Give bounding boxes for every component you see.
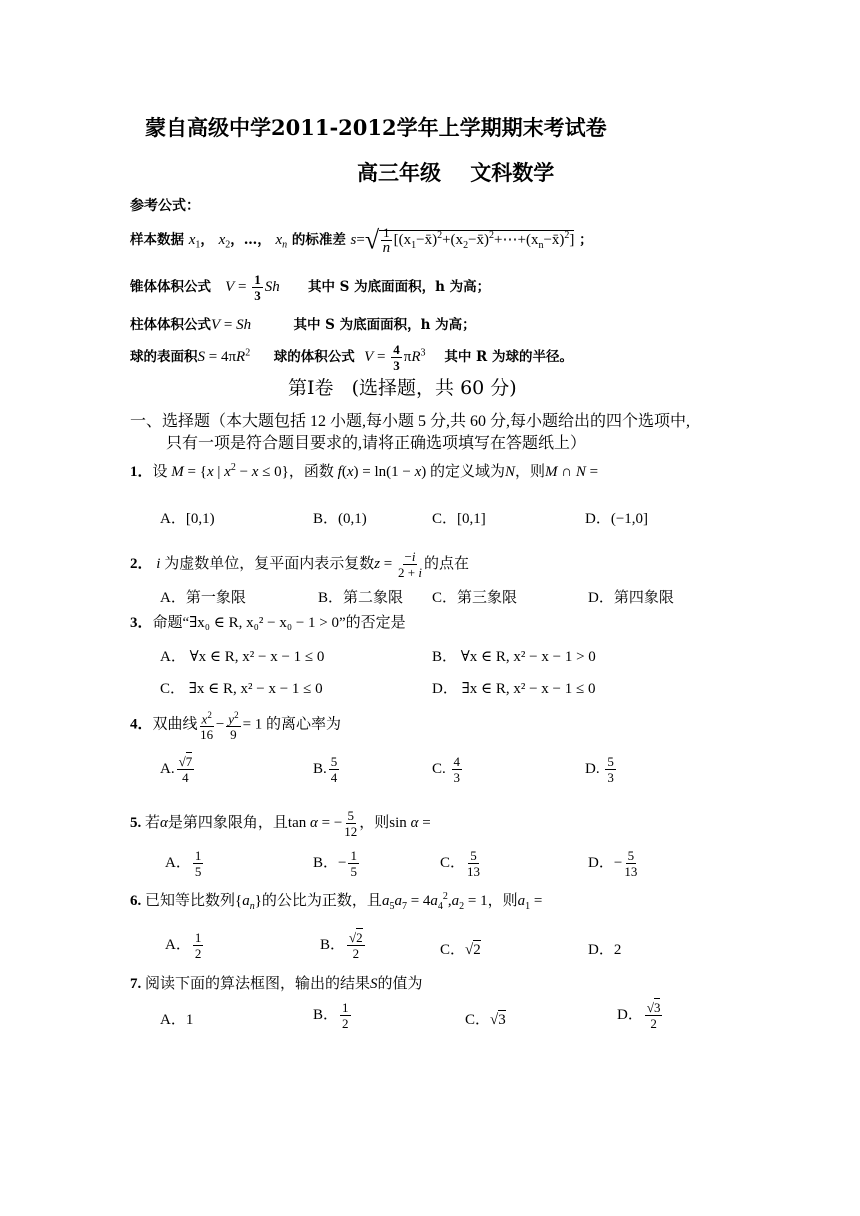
formula-heading: 参考公式：: [130, 198, 200, 214]
question-6-option-b-label: B．: [320, 936, 346, 953]
question-4-option-c-label: C.: [432, 760, 446, 777]
question-5-option-b[interactable]: B．− $\frac{1}{5}$: [313, 848, 357, 879]
question-7-option-d-label: D．: [617, 1006, 643, 1023]
question-4-text-b: 的离心率为: [266, 716, 342, 733]
question-1-text-a: 设: [152, 464, 168, 480]
question-2-text-b: 的点在: [423, 555, 469, 572]
section-title: 第Ⅰ卷 (选择题，共 60 分): [288, 377, 517, 399]
formula-std-dev-mid: 的标准差: [291, 231, 346, 248]
question-7-text-b: 的值为: [377, 976, 423, 992]
question-5-option-a[interactable]: A． $\frac{1}{5}$: [165, 848, 202, 879]
question-7-option-c-label: C．: [465, 1012, 491, 1028]
formula-cylinder-volume: 柱体体积公式V = Sh 其中 S 为底面面积，h 为高；: [130, 317, 476, 333]
formula-cone-label: 锥体体积公式: [130, 279, 211, 295]
formula-cylinder-label: 柱体体积公式: [130, 317, 211, 333]
question-3-option-d[interactable]: D． ∃x ∈ R, x² − x − 1 ≤ 0: [432, 681, 596, 697]
formula-sphere: 球的表面积$S = 4\pi R^2$ 球的体积公式 V = $\frac{4}{3}$ $\pi R^3$ 其中 R 为球的半径。: [130, 342, 573, 373]
question-1-stem: 1．设 M = {x | $x^2 - x \le 0$}，函数 f(x) = ln(1 − x) 的定义域为N，则M ∩ N =: [130, 462, 599, 480]
question-2-option-a[interactable]: A．第一象限: [160, 590, 246, 606]
question-5-text-c: ，则: [359, 814, 390, 831]
question-6-option-a-label: A．: [165, 936, 191, 953]
question-5-option-a-label: A．: [165, 854, 191, 871]
question-1-option-a[interactable]: A．[0,1): [160, 511, 215, 527]
question-6-stem: 6. 已知等比数列$\{a_n\}$的公比为正数，且$a_5a_7 = 4a_4^2,a_2 = 1$，则$a_1$ =: [130, 891, 543, 912]
formula-cone-note: 其中 S 为底面面积，h 为高；: [307, 279, 491, 295]
question-7-option-d[interactable]: D． $\frac{√3}{2}$: [617, 1000, 661, 1031]
formula-std-dev-label: 样本数据: [130, 231, 184, 248]
question-2-option-c[interactable]: C．第三象限: [432, 590, 518, 606]
question-3-option-a[interactable]: A． ∀x ∈ R, x² − x − 1 ≤ 0: [160, 649, 325, 665]
question-4-stem: 4．双曲线 $\frac{x^2}{16}$ − $\frac{y^2}{9}$ = 1 的离心率为: [130, 710, 342, 743]
question-5-number: 5.: [130, 814, 142, 831]
question-3-option-b[interactable]: B． ∀x ∈ R, x² − x − 1 > 0: [432, 649, 596, 665]
question-4-option-b-label: B.: [313, 760, 327, 777]
question-6-option-c[interactable]: C．√2: [440, 942, 481, 958]
exam-title: 蒙自高级中学2011-2012学年上学期期末考试卷: [145, 115, 607, 140]
question-4-text-a: 双曲线: [152, 716, 198, 733]
question-5-stem: 5. 若α是第四象限角，且tan α = − $\frac{5}{12}$ ，则sin α =: [130, 808, 431, 839]
question-4-option-b[interactable]: B. $\frac{5}{4}$: [313, 754, 338, 785]
question-2-stem: 2． i 为虚数单位，复平面内表示复数z = $\frac{-i}{2 + i}$ 的点在: [130, 549, 469, 580]
formula-sphere-volume-label: 球的体积公式: [273, 349, 355, 365]
question-4-option-d-label: D.: [585, 760, 600, 777]
question-6-option-a[interactable]: A． $\frac{1}{2}$: [165, 930, 202, 961]
question-3-stem: [130, 611, 406, 632]
question-6-text-a: 已知等比数列: [145, 893, 236, 909]
question-7-option-c[interactable]: C．√3: [465, 1012, 506, 1028]
question-4-option-c[interactable]: C. $\frac{4}{3}$: [432, 754, 461, 785]
question-3-number: 3．: [130, 615, 153, 631]
question-2-option-b[interactable]: B．第二象限: [318, 590, 404, 606]
question-4-option-d[interactable]: D. $\frac{5}{3}$: [585, 754, 614, 785]
question-6-option-d[interactable]: D．2: [588, 942, 622, 958]
question-5-option-b-label: B．: [313, 854, 339, 871]
question-6-number: 6.: [130, 893, 142, 909]
question-1-option-c[interactable]: C．[0,1]: [432, 511, 486, 527]
question-3-option-c[interactable]: C． ∃x ∈ R, x² − x − 1 ≤ 0: [160, 681, 323, 697]
question-1-option-b[interactable]: B．(0,1): [313, 511, 367, 527]
question-5-option-d-label: D．: [588, 854, 614, 871]
question-5-text-b: 是第四象限角，且: [167, 814, 288, 831]
question-4-option-a-label: A.: [160, 760, 175, 777]
question-1-number: 1．: [130, 464, 153, 480]
formula-sphere-area-label: 球的表面积: [130, 349, 198, 365]
section-instructions-2: 只有一项是符合题目要求的,请将正确选项填写在答题纸上）: [166, 435, 587, 452]
question-5-option-c[interactable]: C． $\frac{5}{13}$: [440, 848, 481, 879]
question-7-number: 7.: [130, 976, 142, 992]
question-1-text-b: ，函数: [288, 464, 334, 480]
exam-subtitle: 高三年级 文科数学: [357, 160, 555, 185]
question-6-option-c-label: C．: [440, 942, 466, 958]
question-2-text-a: 为虚数单位，复平面内表示复数: [164, 555, 375, 572]
question-4-number: 4．: [130, 716, 153, 733]
question-5-option-d[interactable]: D．− $\frac{5}{13}$: [588, 848, 638, 879]
question-7-text-a: 阅读下面的算法框图，输出的结果: [145, 976, 371, 992]
question-7-stem: 7. 阅读下面的算法框图，输出的结果S的值为: [130, 976, 423, 992]
question-2-number: 2．: [130, 555, 153, 572]
section-instructions-1: 一、选择题（本大题包括 12 小题,每小题 5 分,共 60 分,每小题给出的四个选项中,: [130, 413, 691, 430]
question-5-option-c-label: C．: [440, 854, 466, 871]
question-6-option-b[interactable]: B． $\frac{√2}{2}$: [320, 930, 363, 961]
question-6-text-b: 的公比为正数，且: [261, 893, 382, 909]
question-7-option-b[interactable]: B． $\frac{1}{2}$: [313, 1000, 349, 1031]
question-6-text-c: ，则: [487, 893, 518, 909]
question-5-text-a: 若: [145, 814, 161, 831]
formula-std-dev: 样本数据 $x_1$， $x_2$，…， $x_n$ 的标准差 s=√ $\frac{1}{n}$ $[(x_1-x̄)^2+(x_2-x̄)^2+\cdots+(x_n-x̄)^2]$ ；: [130, 225, 593, 256]
question-3-text-a: 命题“∃x₀ ∈ R, x₀² − x₀ − 1 > 0”的否定是: [152, 615, 406, 631]
formula-cylinder-note: 其中 S 为底面面积，h 为高；: [293, 317, 476, 333]
formula-sphere-note: 其中 R 为球的半径。: [444, 349, 573, 365]
formula-cone-volume: 锥体体积公式 V = $\frac{1}{3}$ Sh 其中 S 为底面面积，h 为高；: [130, 272, 491, 303]
question-4-option-a[interactable]: A. $\frac{√7}{4}$: [160, 754, 193, 785]
question-2-option-d[interactable]: D．第四象限: [588, 590, 674, 606]
question-7-option-a[interactable]: A．1: [160, 1012, 194, 1028]
question-1-option-d[interactable]: D．(−1,0]: [585, 511, 649, 527]
question-7-option-b-label: B．: [313, 1006, 339, 1023]
question-1-text-c: 的定义域为: [430, 464, 506, 480]
question-1-text-d: ，则: [515, 464, 546, 480]
